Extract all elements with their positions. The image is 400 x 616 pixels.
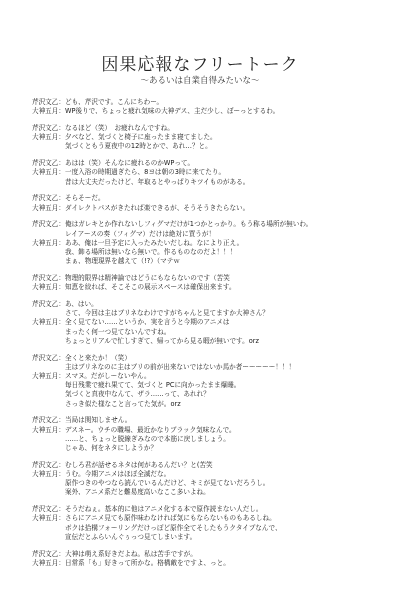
speaker-name xyxy=(32,337,65,346)
dialogue-text: ああ、俺は一旦予定に入ったみたいだしね。なにより正え。 xyxy=(65,238,244,247)
dialogue-line xyxy=(32,550,377,559)
speaker-name xyxy=(32,435,65,444)
speaker-name: 芹沢文乙： xyxy=(32,300,65,309)
dialogue-line xyxy=(32,372,377,381)
dialogue-line xyxy=(32,98,377,107)
dialogue-text: 気づくと真夜中なんて、ザラ……って、あれれ？ xyxy=(65,390,210,399)
dialogue-line xyxy=(32,363,377,372)
dialogue-text: あ、はい。 xyxy=(65,300,98,309)
dialogue-text: 我、飾る場所は無いなら無いで。作るものなのだよ！！！ xyxy=(65,248,237,257)
dialogue-line xyxy=(32,416,377,425)
speaker-name: 大神五月： xyxy=(32,283,65,292)
speaker-name: 大神五月： xyxy=(32,203,65,212)
speaker-name: 大神五月： xyxy=(32,133,65,142)
speaker-name: 芹沢文乙： xyxy=(32,98,65,106)
dialogue-line xyxy=(32,133,377,142)
dialogue-text: スマヌ。だがしーないやん。 xyxy=(65,372,151,381)
dialogue-line xyxy=(32,194,377,203)
dialogue-line xyxy=(32,461,377,470)
dialogue-line xyxy=(32,533,377,542)
speaker-name: 芹沢文乙： xyxy=(32,549,65,558)
dialogue-text: 物理的限界は精神論ではどうにもならないのです（苦笑 xyxy=(65,274,230,283)
speaker-name xyxy=(32,142,65,151)
dialogue-line xyxy=(32,514,377,523)
dialogue-text: むしろ君が話せるネタは何があるんだい？と(苦笑 xyxy=(65,460,213,469)
speaker-name: 芹沢文乙： xyxy=(32,353,65,362)
dialogue-line xyxy=(32,337,377,346)
speaker-name: 大神五月： xyxy=(32,514,65,523)
dialogue-text: 昔は大丈夫だったけど、年取るとやっぱりキツイものがある。 xyxy=(65,177,250,186)
speaker-name: 大神五月： xyxy=(32,372,65,381)
dialogue-block xyxy=(32,274,377,292)
speaker-name: 芹沢文乙： xyxy=(32,159,65,168)
dialogue-line xyxy=(32,505,377,514)
dialogue-block xyxy=(32,194,377,212)
dialogue-block xyxy=(32,159,377,187)
dialogue-text: 気づくともう夏夜中の12時とかで、あれ…？と。 xyxy=(65,142,212,151)
dialogue-text: まったく何一つ見てないんですね。 xyxy=(65,327,171,336)
dialogue-text: ちょっとリアルで忙しすぎて、帰ってから見る暇が無いです。orz xyxy=(65,336,259,345)
speaker-name xyxy=(32,381,65,390)
speaker-name xyxy=(32,257,65,266)
dialogue-text: さて、今回は主はブリネなわけですがちゃんと見てますか大神さん？ xyxy=(65,309,269,318)
speaker-name: 大神五月： xyxy=(32,425,65,434)
dialogue-line xyxy=(32,488,377,497)
speaker-name: 芹沢文乙： xyxy=(32,220,65,229)
dialogue-line xyxy=(32,479,377,488)
speaker-name: 芹沢文乙： xyxy=(32,460,65,469)
dialogue-line xyxy=(32,559,377,568)
dialogue-line xyxy=(32,168,377,177)
dialogue-text: 俺はガレキとか作れないしフィグマだけが1つかとっかり。もう称る場所が無いわ。 xyxy=(65,220,313,229)
dialogue-text: 宣伝だとふらいんぐぅっつ見てしまいます。 xyxy=(65,532,197,541)
dialogue-block xyxy=(32,300,377,346)
speaker-name xyxy=(32,488,65,497)
dialogue-block xyxy=(32,550,377,568)
dialogue-line xyxy=(32,257,377,266)
dialogue-text: 当局は関知しません。 xyxy=(65,416,132,425)
speaker-name xyxy=(32,533,65,542)
dialogue-text: あはは（笑）そんなに疲れるのかWPって。 xyxy=(65,159,195,168)
speaker-name xyxy=(32,363,65,372)
dialogue-text: 全く見てない……というか、実を言うと今期のアニメは xyxy=(65,318,230,327)
dialogue-text: さらにアニメ見ても原作味わなければ気にもならないものもあるしね。 xyxy=(65,514,276,523)
dialogue-text: ……と、ちょっと脱線ぎみなので本筋に戻しましょう。 xyxy=(65,434,230,443)
dialogue-text: なるほど（笑） お疲れなんですね。 xyxy=(65,124,174,132)
dialogue-line xyxy=(32,283,377,292)
dialogue-text: そうだねぇ。基本的に他はアニメ化する本で原作読まない人だし。 xyxy=(65,505,263,514)
dialogue-line xyxy=(32,444,377,453)
dialogue-line xyxy=(32,220,377,229)
speaker-name: 芹沢文乙： xyxy=(32,505,65,514)
dialogue-text: 案外、アニメ系だと難易度高いなここ多いよね。 xyxy=(65,488,210,497)
speaker-name: 大神五月： xyxy=(32,318,65,327)
dialogue-text: ボクは拾構フォーリングだけっぽど原作全てそしたもうクタイプなんで、 xyxy=(65,523,282,532)
dialogue-line xyxy=(32,470,377,479)
dialogue-line xyxy=(32,178,377,187)
dialogue-line xyxy=(32,274,377,283)
dialogue-line xyxy=(32,390,377,399)
dialogue-line xyxy=(32,524,377,533)
dialogue-block xyxy=(32,98,377,116)
dialogue-block xyxy=(32,505,377,542)
speaker-name: 芹沢文乙： xyxy=(32,194,65,203)
dialogue-line xyxy=(32,354,377,363)
dialogue-body xyxy=(32,98,377,576)
dialogue-line xyxy=(32,230,377,239)
dialogue-line xyxy=(32,435,377,444)
dialogue-line xyxy=(32,300,377,309)
speaker-name xyxy=(32,479,65,488)
dialogue-line xyxy=(32,400,377,409)
dialogue-text: さっき似た様なこと言ってた気が。orz xyxy=(65,399,181,408)
speaker-name: 大神五月： xyxy=(32,238,65,247)
dialogue-line xyxy=(32,248,377,257)
dialogue-text: 主はブリネなのに主はブリの前が出来ないではないか馬か者ーーーーー！！！ xyxy=(65,362,296,371)
speaker-name: 芹沢文乙： xyxy=(32,416,65,425)
speaker-name xyxy=(32,328,65,337)
page-title: 因果応報なフリートーク xyxy=(101,55,299,75)
dialogue-text: そらそーだ。 xyxy=(65,194,105,203)
dialogue-text: 全くと来たか！（笑） xyxy=(65,353,131,362)
dialogue-block xyxy=(32,124,377,152)
speaker-name: 大神五月： xyxy=(32,107,65,116)
speaker-name xyxy=(32,390,65,399)
dialogue-block xyxy=(32,220,377,266)
dialogue-line xyxy=(32,318,377,327)
dialogue-text: 日常系「も」好きって所かな。格構敵をですよ、っと。 xyxy=(65,558,230,567)
dialogue-line xyxy=(32,204,377,213)
dialogue-line xyxy=(32,142,377,151)
dialogue-block xyxy=(32,416,377,453)
speaker-name: 芹沢文乙： xyxy=(32,124,65,132)
speaker-name xyxy=(32,524,65,533)
dialogue-text: 知恵を絞れば、そこそこの展示スペースは確保出来ます。 xyxy=(65,283,236,292)
dialogue-text: WP後りで、ちょっと疲れ気味の大神デス、主だ少し、ぼーっとするわ。 xyxy=(65,107,280,116)
dialogue-text: 毎日残業で疲れ果てて、気づくと PCに向かったまま爆睡。 xyxy=(65,381,241,390)
speaker-name xyxy=(32,400,65,409)
dialogue-line xyxy=(32,381,377,390)
speaker-name xyxy=(32,444,65,453)
dialogue-text: 一度入浴の時期過ぎたら、8ヨは朝の3時に来てたり。 xyxy=(65,168,226,177)
dialogue-text: 夕べなど、気づくと椅子に座ったまま寝てました。 xyxy=(65,133,217,142)
page-subtitle: ～あるいは自業自得みたいな～ xyxy=(140,76,260,86)
dialogue-line xyxy=(32,426,377,435)
speaker-name xyxy=(32,248,65,257)
dialogue-text: ダイレクトパスがきたれば楽できるが、そうそうきたらない。 xyxy=(65,203,250,212)
dialogue-text: 原作つきのやつなら読んでいるんだけど、キミが見てないだろうし。 xyxy=(65,479,270,488)
dialogue-line xyxy=(32,239,377,248)
dialogue-text: まぁ、物理現界を越えて（!?）（マテｗ xyxy=(65,257,180,266)
dialogue-text: じゃあ、何をネタにしようか？ xyxy=(65,444,158,453)
dialogue-text: 大神は萌え系好きだよね。私は苦手ですが。 xyxy=(65,549,197,558)
dialogue-line xyxy=(32,124,377,133)
dialogue-line xyxy=(32,328,377,337)
speaker-name: 大神五月： xyxy=(32,168,65,177)
speaker-name xyxy=(32,230,65,239)
speaker-name: 大神五月： xyxy=(32,558,65,567)
dialogue-line xyxy=(32,159,377,168)
dialogue-text: うむ。今期アニメはほぼ全滅だな。 xyxy=(65,470,171,479)
dialogue-line xyxy=(32,107,377,116)
dialogue-line xyxy=(32,309,377,318)
dialogue-text: デスネー。ウチの職場、最近かなりブラック気味なんで。 xyxy=(65,425,236,434)
speaker-name xyxy=(32,178,65,187)
speaker-name: 芹沢文乙： xyxy=(32,274,65,283)
speaker-name: 大神五月： xyxy=(32,470,65,479)
dialogue-block xyxy=(32,461,377,498)
dialogue-block xyxy=(32,354,377,409)
dialogue-text: ども、芹沢です。こんにちわー。 xyxy=(65,98,164,106)
dialogue-text: レイアースの奏（フィグマ）だけは絶対に買うが！ xyxy=(65,229,216,238)
